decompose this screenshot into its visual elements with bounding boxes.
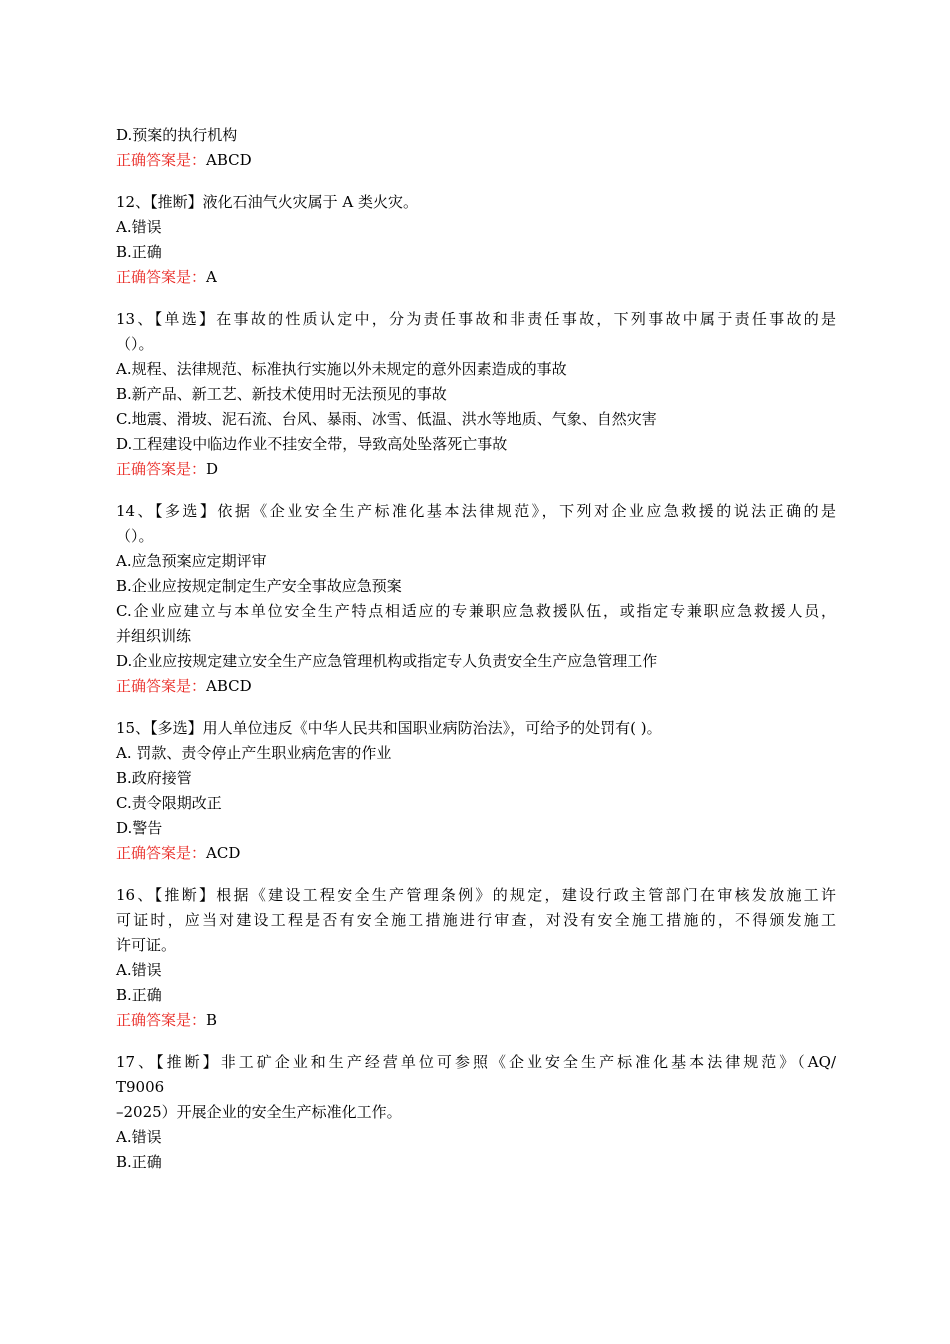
answer-label: 正确答案是：	[116, 151, 207, 169]
answer-line	[116, 148, 836, 173]
question-text: 13、【单选】在事故的性质认定中，分为责任事故和非责任事故，下列事故中属于责任事故的是	[116, 310, 836, 328]
answer-label: 正确答案是：	[116, 268, 207, 286]
question-text-cont-2: –2025）开展企业的安全生产标准化工作。	[116, 1103, 402, 1121]
option-a: A.应急预案应定期评审	[116, 552, 267, 570]
answer-line	[116, 841, 836, 866]
option-b: B.正确	[116, 1153, 162, 1171]
question-17	[116, 1050, 836, 1175]
question-fragment	[116, 123, 836, 173]
question-13	[116, 307, 836, 482]
option-d: D.工程建设中临边作业不挂安全带，导致高处坠落死亡事故	[116, 435, 508, 453]
answer-value: ABCD	[206, 151, 252, 169]
option-c: C.责令限期改正	[116, 794, 222, 812]
answer-line	[116, 457, 836, 482]
option-b: B.正确	[116, 243, 162, 261]
option-d: D.预案的执行机构	[116, 126, 238, 144]
answer-label: 正确答案是：	[116, 460, 207, 478]
question-text-cont: （）。	[116, 527, 154, 545]
question-14	[116, 499, 836, 699]
answer-value: ACD	[206, 844, 241, 862]
option-a: A.错误	[116, 1128, 162, 1146]
question-text: 16、【推断】根据《建设工程安全生产管理条例》的规定，建设行政主管部门在审核发放施工许	[116, 886, 836, 904]
question-text-cont: T9006	[116, 1078, 165, 1096]
question-16	[116, 883, 836, 1033]
option-a: A.错误	[116, 218, 162, 236]
option-c: C.企业应建立与本单位安全生产特点相适应的专兼职应急救援队伍，或指定专兼职应急救援人员，	[116, 602, 836, 620]
answer-label: 正确答案是：	[116, 1011, 207, 1029]
option-a: A. 罚款、责令停止产生职业病危害的作业	[116, 744, 392, 762]
option-a: A.错误	[116, 961, 162, 979]
option-c-cont: 并组织训练	[116, 627, 192, 645]
option-a: A.规程、法律规范、标准执行实施以外未规定的意外因素造成的事故	[116, 360, 567, 378]
question-text: 15、【多选】用人单位违反《中华人民共和国职业病防治法》，可给予的处罚有( )。	[116, 719, 662, 737]
question-12	[116, 190, 836, 290]
answer-value: ABCD	[206, 677, 252, 695]
option-d: D.警告	[116, 819, 163, 837]
document-page	[116, 123, 836, 1175]
option-c: C.地震、滑坡、泥石流、台风、暴雨、冰雪、低温、洪水等地质、气象、自然灾害	[116, 410, 657, 428]
answer-label: 正确答案是：	[116, 844, 207, 862]
answer-label: 正确答案是：	[116, 677, 207, 695]
answer-value: B	[206, 1011, 218, 1029]
option-b: B.新产品、新工艺、新技术使用时无法预见的事故	[116, 385, 447, 403]
answer-value: A	[206, 268, 217, 286]
question-text: 12、【推断】液化石油气火灾属于 A 类火灾。	[116, 193, 418, 211]
question-15	[116, 716, 836, 866]
answer-line	[116, 674, 836, 699]
option-b: B.政府接管	[116, 769, 192, 787]
option-b: B.企业应按规定制定生产安全事故应急预案	[116, 577, 402, 595]
question-text: 17、【推断】非工矿企业和生产经营单位可参照《企业安全生产标准化基本法律规范》（AQ/	[116, 1053, 836, 1071]
option-d: D.企业应按规定建立安全生产应急管理机构或指定专人负责安全生产应急管理工作	[116, 652, 658, 670]
answer-line	[116, 1008, 836, 1033]
question-text: 14、【多选】依据《企业安全生产标准化基本法律规范》，下列对企业应急救援的说法正确的是	[116, 502, 836, 520]
question-text-cont: 可证时，应当对建设工程是否有安全施工措施进行审查，对没有安全施工措施的，不得颁发施工	[116, 911, 836, 929]
answer-value: D	[206, 460, 219, 478]
option-b: B.正确	[116, 986, 162, 1004]
question-text-cont-2: 许可证。	[116, 936, 177, 954]
answer-line	[116, 265, 836, 290]
question-text-cont: （）。	[116, 335, 154, 353]
